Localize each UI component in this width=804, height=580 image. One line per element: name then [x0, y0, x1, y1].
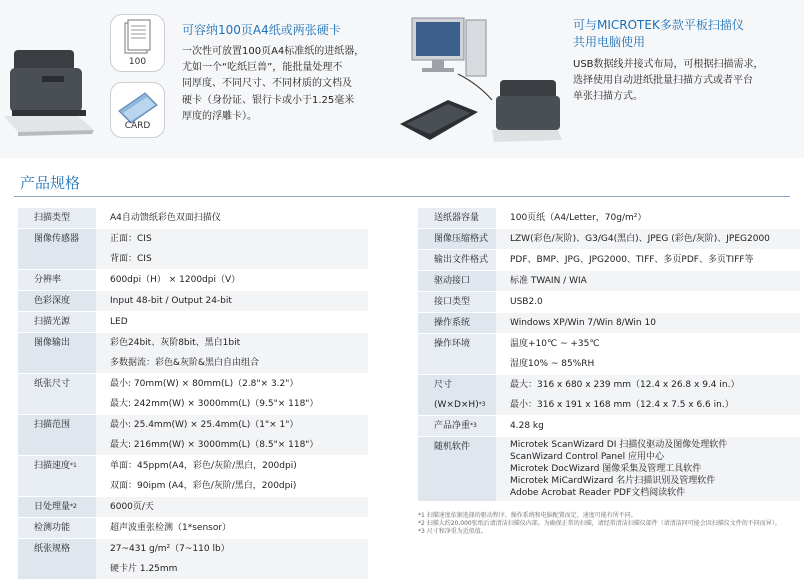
- right-feature-title: [573, 17, 744, 51]
- spec-value-line: LED: [110, 317, 128, 327]
- footnotes: [418, 512, 798, 536]
- spec-row: [18, 497, 368, 518]
- footnote: *1 扫描速度依据选择的驱动程序、操作系统和电脑配置而定，速度可能有所不同。: [418, 512, 637, 519]
- spec-value-line: 100页纸（A4/Letter，70g/m²）: [510, 213, 647, 223]
- spec-row: [418, 334, 800, 375]
- spec-value-line: 最小：316 x 191 x 168 mm（12.4 x 7.5 x 6.6 in.）: [510, 400, 734, 410]
- spec-value: [96, 415, 368, 455]
- spec-key-text: 纸张尺寸: [34, 379, 71, 389]
- left-body-line: 硬卡（身份证、银行卡或小于1.25毫米: [182, 94, 355, 106]
- spec-value-line: Microtek DocWizard 图像采集及管理工具软件: [510, 464, 702, 474]
- spec-row: [18, 539, 368, 580]
- spec-value: [496, 334, 800, 374]
- spec-key-text: 随机软件: [434, 442, 471, 452]
- spec-value: [496, 250, 800, 270]
- spec-key-text: 尺寸(W×D×H): [434, 380, 479, 410]
- spec-key: [418, 250, 496, 270]
- spec-value: [496, 416, 800, 436]
- spec-key-text: 操作系统: [434, 318, 471, 328]
- spec-key: [18, 518, 96, 538]
- spec-row: [418, 375, 800, 416]
- spec-value-line: 湿度10% ~ 85%RH: [510, 359, 595, 369]
- right-title-line: 共用电脑使用: [573, 35, 646, 49]
- spec-row: [418, 229, 800, 250]
- spec-value-line: 硬卡片 1.25mm: [110, 564, 178, 574]
- spec-key-text: 图像传感器: [34, 234, 80, 244]
- spec-key: [418, 375, 496, 415]
- spec-value: [96, 456, 368, 496]
- spec-value: [496, 437, 800, 501]
- spec-key-text: 接口类型: [434, 297, 471, 307]
- spec-value: [96, 374, 368, 414]
- spec-row: [18, 270, 368, 291]
- left-body-line: 厚度的浮雕卡）。: [182, 110, 257, 122]
- spec-value: [96, 291, 368, 311]
- left-body-line: 同厚度、不同尺寸、不同材质的文档及: [182, 78, 352, 90]
- spec-key-text: 图像压缩格式: [434, 234, 489, 244]
- section-divider: [14, 196, 790, 197]
- spec-key: [18, 291, 96, 311]
- footnote-marker: *3: [478, 401, 486, 408]
- spec-row: [18, 312, 368, 333]
- spec-row: [18, 456, 368, 497]
- spec-value-line: 最大：316 x 680 x 239 mm（12.4 x 26.8 x 9.4 in.）: [510, 380, 740, 390]
- section-title: 产品规格: [20, 174, 81, 192]
- spec-value: [96, 497, 368, 517]
- footnote-marker: *2: [70, 503, 77, 510]
- spec-value-line: 正面：CIS: [110, 234, 152, 244]
- spec-value-line: LZW(彩色/灰阶)、G3/G4(黑白)、JPEG (彩色/灰阶)、JPEG2000: [510, 234, 770, 244]
- spec-value-line: 温度+10℃ ~ +35℃: [510, 339, 600, 349]
- spec-key-text: 产品净重: [434, 421, 471, 431]
- spec-row: [18, 415, 368, 456]
- footnote-marker: *3: [470, 422, 477, 429]
- spec-row: [18, 518, 368, 539]
- spec-table-right: [418, 208, 800, 502]
- spec-row: [18, 229, 368, 270]
- spec-value-line: 背面：CIS: [110, 254, 152, 264]
- spec-key: [18, 270, 96, 290]
- spec-key: [18, 229, 96, 269]
- card-label: CARD: [124, 121, 151, 131]
- spec-key: [18, 374, 96, 414]
- right-feature-body: [573, 57, 798, 106]
- spec-value: [96, 270, 368, 290]
- spec-key: [18, 312, 96, 332]
- spec-row: [418, 313, 800, 334]
- spec-value-line: 单面：45ppm(A4，彩色/灰阶/黑白，200dpi): [110, 461, 297, 471]
- spec-value-line: 27~431 g/m²（7~110 lb）: [110, 544, 230, 554]
- spec-key-text: 分辨率: [34, 275, 62, 285]
- spec-value-line: Microtek MiCardWizard 名片扫描识别及管理软件: [510, 476, 716, 486]
- spec-table-left: [18, 208, 368, 580]
- spec-value: [96, 312, 368, 332]
- footnote-marker: *1: [70, 462, 77, 469]
- spec-value-line: ScanWizard Control Panel 应用中心: [510, 452, 664, 462]
- spec-key: [18, 456, 96, 496]
- spec-row: [418, 250, 800, 271]
- spec-key-text: 送纸器容量: [434, 213, 480, 223]
- left-feature-title: 可容纳100页A4纸或两张硬卡: [182, 23, 341, 37]
- spec-key-text: 操作环境: [434, 339, 471, 349]
- spec-value-line: 彩色24bit、灰阶8bit、黑白1bit: [110, 338, 241, 348]
- spec-key: [18, 333, 96, 373]
- paper-count-label: 100: [128, 57, 147, 67]
- right-body-line: 单张扫描方式。: [573, 91, 643, 103]
- spec-key: [18, 208, 96, 228]
- spec-value-line: 最大: 216mm(W) × 3000mm(L)（8.5"× 118"）: [110, 440, 319, 450]
- spec-key: [418, 334, 496, 374]
- spec-value-line: Input 48-bit / Output 24-bit: [110, 296, 232, 306]
- spec-value-line: Microtek ScanWizard DI 扫描仪驱动及图像处理软件: [510, 440, 728, 450]
- spec-value-line: PDF、BMP、JPG、JPG2000、TIFF、多页PDF、多页TIFF等: [510, 255, 754, 265]
- spec-value-line: Adobe Acrobat Reader PDF文档阅读软件: [510, 488, 686, 498]
- spec-key-text: 驱动接口: [434, 276, 471, 286]
- spec-value-line: 600dpi（H） × 1200dpi（V）: [110, 275, 241, 285]
- spec-value-line: 双面：90ipm (A4，彩色/灰阶/黑白，200dpi): [110, 481, 297, 491]
- spec-value-line: USB2.0: [510, 297, 543, 307]
- spec-key: [418, 292, 496, 312]
- spec-row: [18, 333, 368, 374]
- footnote: *2 扫描大约20,000张纸后请清洁扫描仪内部。为确保正常的扫描，请经常清洁扫描仪部件（请清洁同可能会因扫描仪文件的不同而异）。: [418, 520, 781, 527]
- spec-value: [96, 229, 368, 269]
- spec-key-text: 日处理量: [34, 502, 71, 512]
- spec-key-text: 扫描速度: [34, 461, 71, 471]
- spec-key: [418, 229, 496, 249]
- spec-key-text: 扫描范围: [34, 420, 71, 430]
- spec-row: [18, 208, 368, 229]
- spec-value: [496, 208, 800, 228]
- spec-value-line: 6000页/天: [110, 502, 154, 512]
- spec-value-line: 超声波重张检测（1*sensor）: [110, 523, 232, 533]
- spec-row: [18, 291, 368, 312]
- spec-value: [496, 292, 800, 312]
- spec-key-text: 扫描光源: [34, 317, 71, 327]
- left-feature-body: [182, 44, 392, 125]
- spec-value-line: 多数据流：彩色&灰阶&黑白自由组合: [110, 358, 260, 368]
- left-body-line: 一次性可放置100页A4标准纸的进纸器，: [182, 46, 365, 57]
- spec-key: [18, 539, 96, 579]
- spec-key: [18, 415, 96, 455]
- spec-row: [418, 437, 800, 502]
- spec-value-line: 最大: 242mm(W) × 3000mm(L)（9.5"× 118"）: [110, 399, 319, 409]
- spec-key: [418, 208, 496, 228]
- feature-banner: [0, 0, 804, 158]
- spec-key-text: 色彩深度: [34, 296, 71, 306]
- spec-value: [96, 333, 368, 373]
- spec-row: [418, 292, 800, 313]
- right-body-line: 选择使用自动进纸批量扫描方式或者平台: [573, 75, 753, 87]
- spec-key: [418, 313, 496, 333]
- spec-key-text: 检测功能: [34, 523, 71, 533]
- footnote: *3 尺寸和净重为近似值。: [418, 528, 487, 535]
- paper-stack-icon-box: [110, 14, 165, 72]
- spec-row: [18, 374, 368, 415]
- card-icon-box: [110, 82, 165, 138]
- spec-key-text: 扫描类型: [34, 213, 71, 223]
- spec-value-line: 4.28 kg: [510, 421, 544, 431]
- spec-value-line: 最小: 25.4mm(W) × 25.4mm(L)（1"× 1"）: [110, 420, 299, 430]
- spec-key: [18, 497, 96, 517]
- spec-key-text: 图像输出: [34, 338, 71, 348]
- spec-row: [418, 416, 800, 437]
- spec-value: [496, 375, 800, 415]
- spec-value-line: Windows XP/Win 7/Win 8/Win 10: [510, 318, 656, 328]
- spec-value: [496, 313, 800, 333]
- scanner-image: [4, 40, 104, 146]
- spec-key: [418, 271, 496, 291]
- right-body-line: USB数据线并接式布局，可根据扫描需求，: [573, 59, 764, 70]
- right-title-line: 可与MICROTEK多款平板扫描仪: [573, 18, 744, 32]
- spec-value: [96, 518, 368, 538]
- pc-flatbed-scanner-image: [398, 14, 566, 148]
- spec-value: [496, 229, 800, 249]
- spec-row: [418, 271, 800, 292]
- spec-value-line: A4自动馈纸彩色双面扫描仪: [110, 213, 221, 223]
- spec-row: [418, 208, 800, 229]
- spec-key-text: 纸张规格: [34, 544, 71, 554]
- spec-key: [418, 416, 496, 436]
- spec-value: [496, 271, 800, 291]
- spec-value-line: 最小: 70mm(W) × 80mm(L)（2.8"× 3.2"）: [110, 379, 299, 389]
- spec-key: [418, 437, 496, 501]
- spec-value: [96, 208, 368, 228]
- left-body-line: 尤如一个“吃纸巨兽”，能批量处理不: [182, 62, 343, 74]
- spec-key-text: 输出文件格式: [434, 255, 489, 265]
- spec-value: [96, 539, 368, 579]
- spec-value-line: 标准 TWAIN / WIA: [510, 276, 587, 286]
